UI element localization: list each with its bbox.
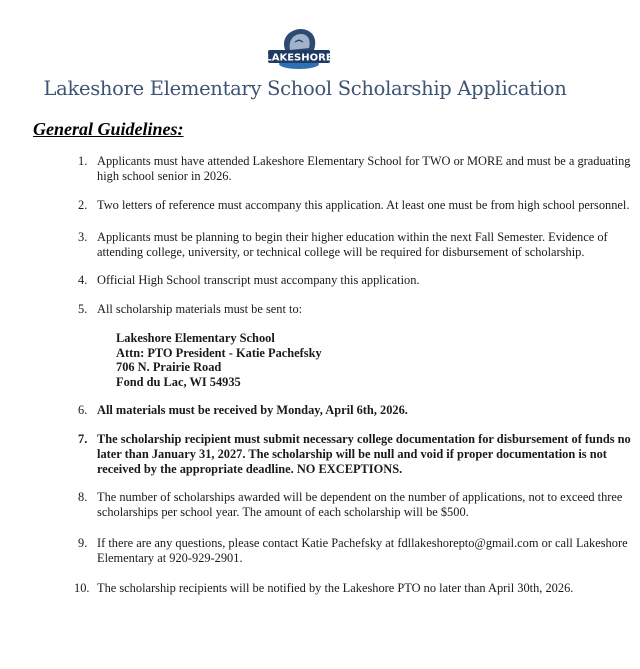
- item-line: Official High School transcript must accompany this application.: [97, 273, 420, 287]
- item-line: high school senior in 2026.: [97, 169, 232, 183]
- item-line: The number of scholarships awarded will be dependent on the number of applications, not to exceed three: [97, 490, 623, 504]
- item-line: later than January 31, 2027. The scholarship will be null and void if proper documentation is not: [97, 447, 607, 461]
- item-number: 8.: [78, 490, 88, 504]
- item-text: [97, 302, 302, 317]
- address-line: Fond du Lac, WI 54935: [116, 374, 241, 389]
- contact-text: If there are any questions, please contact Katie Pachefsky at fdllakeshorepto@gmail.com or call Lakeshore: [97, 536, 628, 550]
- svg-text:LAKESHORE: LAKESHORE: [266, 52, 332, 64]
- item-line: scholarships per school year. The amount of each scholarship will be $500.: [97, 505, 469, 519]
- item-line: attending college, university, or technical college will be required for disbursement of scholarship.: [97, 245, 585, 259]
- item-text: [97, 230, 608, 260]
- item-number: 2.: [78, 198, 88, 212]
- item-line: Two letters of reference must accompany this application. At least one must be from high school personnel.: [97, 198, 630, 212]
- address-line: Attn: PTO President - Katie Pachefsky: [116, 345, 322, 360]
- item-number: 5.: [78, 302, 88, 316]
- item-line: [97, 536, 628, 551]
- item-text: [97, 536, 628, 566]
- item-number: 1.: [78, 154, 88, 168]
- item-line: received by the appropriate deadline. NO EXCEPTIONS.: [97, 462, 403, 476]
- item-line: Elementary at 920-929-2901.: [97, 551, 243, 565]
- item-text: [97, 432, 631, 477]
- document-title: Lakeshore Elementary School Scholarship Application: [43, 77, 567, 100]
- address-line: 706 N. Prairie Road: [116, 360, 222, 374]
- item-line: The scholarship recipient must submit necessary college documentation for disbursement of funds no: [97, 432, 631, 446]
- mailing-address: [116, 331, 322, 389]
- section-heading: General Guidelines:: [33, 119, 184, 139]
- item-number: 3.: [78, 230, 88, 244]
- item-number: 7.: [78, 432, 88, 446]
- item-line: All scholarship materials must be sent to:: [97, 302, 303, 316]
- item-number: 10.: [74, 581, 90, 595]
- lion-mascot-icon: [266, 26, 332, 70]
- item-text: [97, 581, 573, 596]
- item-line: The scholarship recipients will be notified by the Lakeshore PTO no later than April 30th, 2026.: [97, 581, 574, 595]
- item-text: [97, 403, 408, 418]
- item-line: Applicants must have attended Lakeshore Elementary School for TWO or MORE and must be a graduating: [97, 154, 631, 168]
- item-number: 9.: [78, 536, 88, 550]
- item-line: Applicants must be planning to begin their higher education within the next Fall Semester. Evidence of: [97, 230, 608, 244]
- lakeshore-logo: [266, 26, 332, 70]
- item-line: All materials must be received by Monday, April 6th, 2026.: [97, 403, 408, 417]
- item-text: [97, 198, 629, 213]
- item-text: [97, 154, 630, 184]
- item-number: 6.: [78, 403, 88, 417]
- item-text: [97, 273, 420, 288]
- item-text: [97, 490, 622, 520]
- item-number: 4.: [78, 273, 88, 287]
- address-line: Lakeshore Elementary School: [116, 331, 275, 345]
